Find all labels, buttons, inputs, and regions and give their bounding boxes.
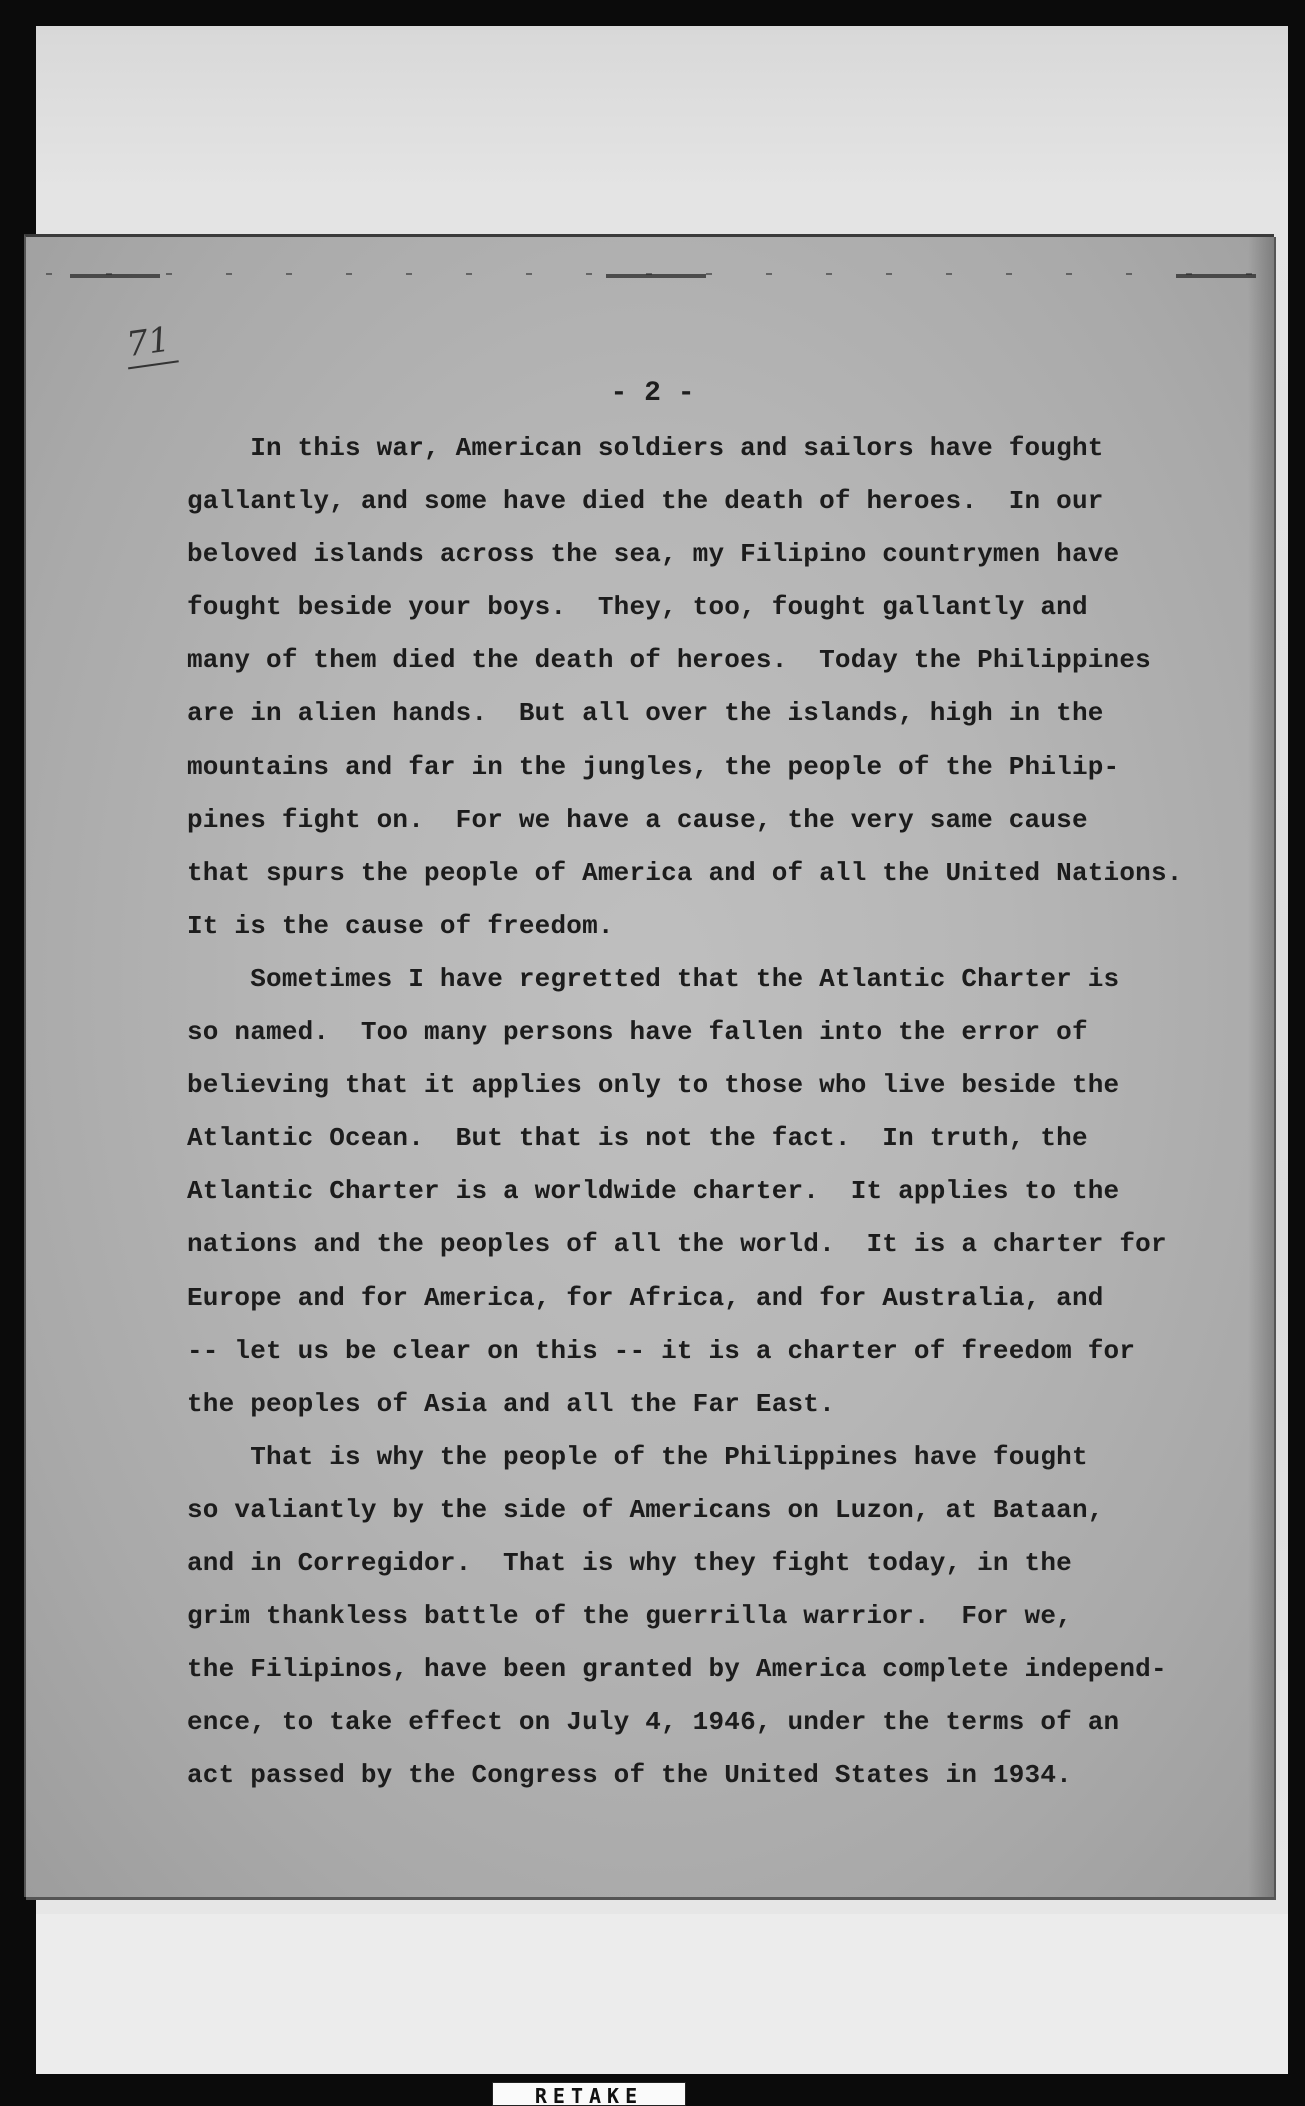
retake-label: RETAKE — [492, 2082, 686, 2106]
text-line: In this war, American soldiers and sailors have fought — [187, 433, 1104, 463]
text-line: so valiantly by the side of Americans on Luzon, at Bataan, — [187, 1494, 1104, 1525]
text-line: believing that it applies only to those who live beside the — [187, 1070, 1120, 1101]
text-line: the peoples of Asia and all the Far East. — [187, 1388, 835, 1419]
text-line: the Filipinos, have been granted by America complete independ- — [187, 1654, 1167, 1685]
text-line: are in alien hands. But all over the islands, high in the — [187, 698, 1104, 729]
text-line: pines fight on. For we have a cause, the very same cause — [187, 804, 1088, 835]
text-line: and in Corregidor. That is why they fight today, in the — [187, 1547, 1072, 1578]
text-line: so named. Too many persons have fallen into the error of — [187, 1017, 1088, 1048]
text-line: ence, to take effect on July 4, 1946, under the terms of an — [187, 1707, 1120, 1738]
text-line: Atlantic Charter is a worldwide charter. It applies to the — [187, 1176, 1120, 1207]
text-line: nations and the peoples of all the world. It is a charter for — [187, 1229, 1167, 1260]
text-line: Sometimes I have regretted that the Atlantic Charter is — [187, 963, 1120, 994]
text-line: gallantly, and some have died the death of heroes. In our — [187, 486, 1104, 517]
staple-marks-left — [70, 274, 160, 278]
back-sheet-bottom — [36, 1914, 1288, 2074]
page-number: - 2 - — [610, 378, 695, 409]
text-line: Europe and for America, for Africa, and for Australia, and — [187, 1282, 1104, 1313]
page-edge-shadow — [1248, 237, 1274, 1897]
text-line: beloved islands across the sea, my Filipino countrymen have — [187, 539, 1120, 570]
text-line: Atlantic Ocean. But that is not the fact. In truth, the — [187, 1123, 1088, 1154]
text-line: that spurs the people of America and of all the United Nations. — [187, 857, 1183, 888]
typed-text-body — [187, 422, 1197, 1802]
text-line: many of them died the death of heroes. Today the Philippines — [187, 645, 1151, 676]
staple-marks-center — [606, 274, 706, 278]
text-line: That is why the people of the Philippines have fought — [187, 1441, 1088, 1472]
text-line: fought beside your boys. They, too, fought gallantly and — [187, 592, 1088, 623]
text-line: grim thankless battle of the guerrilla warrior. For we, — [187, 1601, 1072, 1632]
text-line: act passed by the Congress of the United States in 1934. — [187, 1760, 1072, 1791]
text-line: It is the cause of freedom. — [187, 910, 614, 941]
handwritten-page-mark: 71 — [122, 319, 179, 370]
text-line: -- let us be clear on this -- it is a charter of freedom for — [187, 1335, 1136, 1366]
text-line: mountains and far in the jungles, the people of the Philip- — [187, 751, 1120, 782]
staple-marks-right — [1176, 274, 1256, 278]
